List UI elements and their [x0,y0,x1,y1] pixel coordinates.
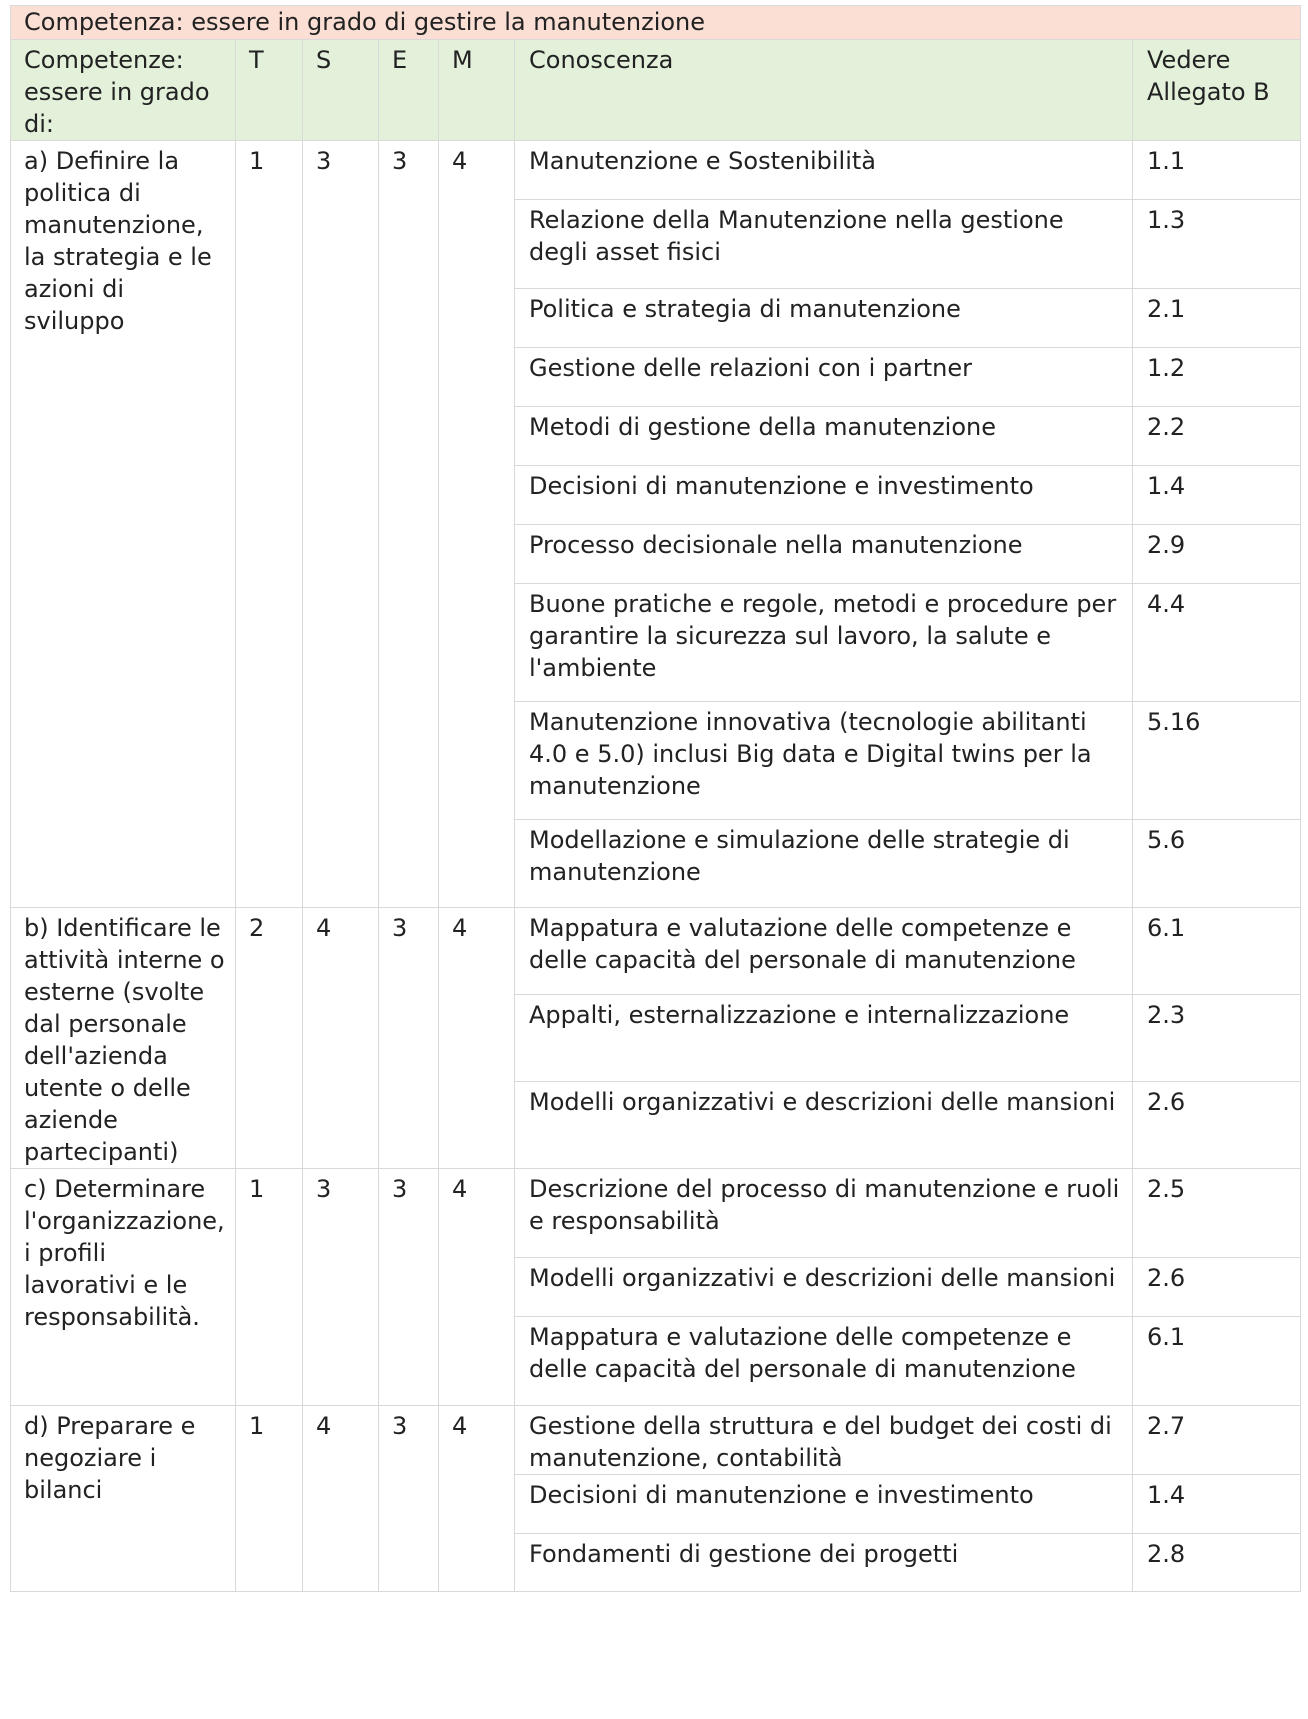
annex-ref: 1.1 [1133,141,1301,200]
knowledge-cell: Decisioni di manutenzione e investimento [515,1475,1133,1534]
level-t: 1 [236,141,303,908]
annex-ref: 1.4 [1133,466,1301,525]
level-e: 3 [379,1169,439,1406]
knowledge-cell: Modelli organizzativi e descrizioni delle mansioni [515,1258,1133,1317]
level-e: 3 [379,141,439,908]
header-t: T [236,40,303,141]
annex-ref: 2.5 [1133,1169,1301,1258]
annex-ref: 1.2 [1133,348,1301,407]
table-row [11,141,1301,200]
annex-ref: 2.2 [1133,407,1301,466]
competence-cell: a) Definire la politica di manutenzione, la strategia e le azioni di sviluppo [11,141,236,908]
competence-cell: c) Determinare l'organizzazione, i profili lavorativi e le responsabilità. [11,1169,236,1406]
knowledge-cell: Manutenzione innovativa (tecnologie abilitanti 4.0 e 5.0) inclusi Big data e Digital twins per la manutenzione [515,702,1133,820]
level-e: 3 [379,1406,439,1592]
level-t: 1 [236,1406,303,1592]
knowledge-cell: Politica e strategia di manutenzione [515,289,1133,348]
level-t: 1 [236,1169,303,1406]
knowledge-cell: Processo decisionale nella manutenzione [515,525,1133,584]
header-annex: Vedere Allegato B [1133,40,1301,141]
knowledge-cell: Fondamenti di gestione dei progetti [515,1534,1133,1592]
level-m: 4 [439,908,515,1169]
level-m: 4 [439,141,515,908]
header-competence: Competenze: essere in grado di: [11,40,236,141]
knowledge-cell: Gestione delle relazioni con i partner [515,348,1133,407]
table-title: Competenza: essere in grado di gestire la manutenzione [11,6,1301,40]
competence-cell: b) Identificare le attività interne o esterne (svolte dal personale dell'azienda utente o delle aziende partecipanti) [11,908,236,1169]
annex-ref: 2.1 [1133,289,1301,348]
level-s: 3 [303,1169,379,1406]
header-row [11,40,1301,141]
knowledge-cell: Buone pratiche e regole, metodi e procedure per garantire la sicurezza sul lavoro, la salute e l'ambiente [515,584,1133,702]
annex-ref: 2.7 [1133,1406,1301,1475]
level-m: 4 [439,1406,515,1592]
knowledge-cell: Mappatura e valutazione delle competenze e delle capacità del personale di manutenzione [515,1317,1133,1406]
level-s: 4 [303,908,379,1169]
knowledge-cell: Modellazione e simulazione delle strategie di manutenzione [515,820,1133,908]
annex-ref: 2.6 [1133,1082,1301,1169]
table-row [11,1169,1301,1258]
header-knowledge: Conoscenza [515,40,1133,141]
table-row [11,1406,1301,1475]
knowledge-cell: Gestione della struttura e del budget dei costi di manutenzione, contabilità [515,1406,1133,1475]
competence-table [10,5,1301,1592]
annex-ref: 6.1 [1133,1317,1301,1406]
header-e: E [379,40,439,141]
title-row [11,6,1301,40]
annex-ref: 1.3 [1133,200,1301,289]
annex-ref: 6.1 [1133,908,1301,995]
annex-ref: 5.16 [1133,702,1301,820]
knowledge-cell: Descrizione del processo di manutenzione e ruoli e responsabilità [515,1169,1133,1258]
annex-ref: 1.4 [1133,1475,1301,1534]
level-m: 4 [439,1169,515,1406]
annex-ref: 2.9 [1133,525,1301,584]
knowledge-cell: Appalti, esternalizzazione e internalizzazione [515,995,1133,1082]
level-e: 3 [379,908,439,1169]
annex-ref: 2.8 [1133,1534,1301,1592]
knowledge-cell: Mappatura e valutazione delle competenze e delle capacità del personale di manutenzione [515,908,1133,995]
annex-ref: 5.6 [1133,820,1301,908]
knowledge-cell: Manutenzione e Sostenibilità [515,141,1133,200]
header-m: M [439,40,515,141]
level-t: 2 [236,908,303,1169]
header-s: S [303,40,379,141]
competence-cell: d) Preparare e negoziare i bilanci [11,1406,236,1592]
annex-ref: 4.4 [1133,584,1301,702]
level-s: 3 [303,141,379,908]
knowledge-cell: Relazione della Manutenzione nella gestione degli asset fisici [515,200,1133,289]
knowledge-cell: Metodi di gestione della manutenzione [515,407,1133,466]
level-s: 4 [303,1406,379,1592]
table-row [11,908,1301,995]
knowledge-cell: Modelli organizzativi e descrizioni delle mansioni [515,1082,1133,1169]
knowledge-cell: Decisioni di manutenzione e investimento [515,466,1133,525]
annex-ref: 2.3 [1133,995,1301,1082]
annex-ref: 2.6 [1133,1258,1301,1317]
